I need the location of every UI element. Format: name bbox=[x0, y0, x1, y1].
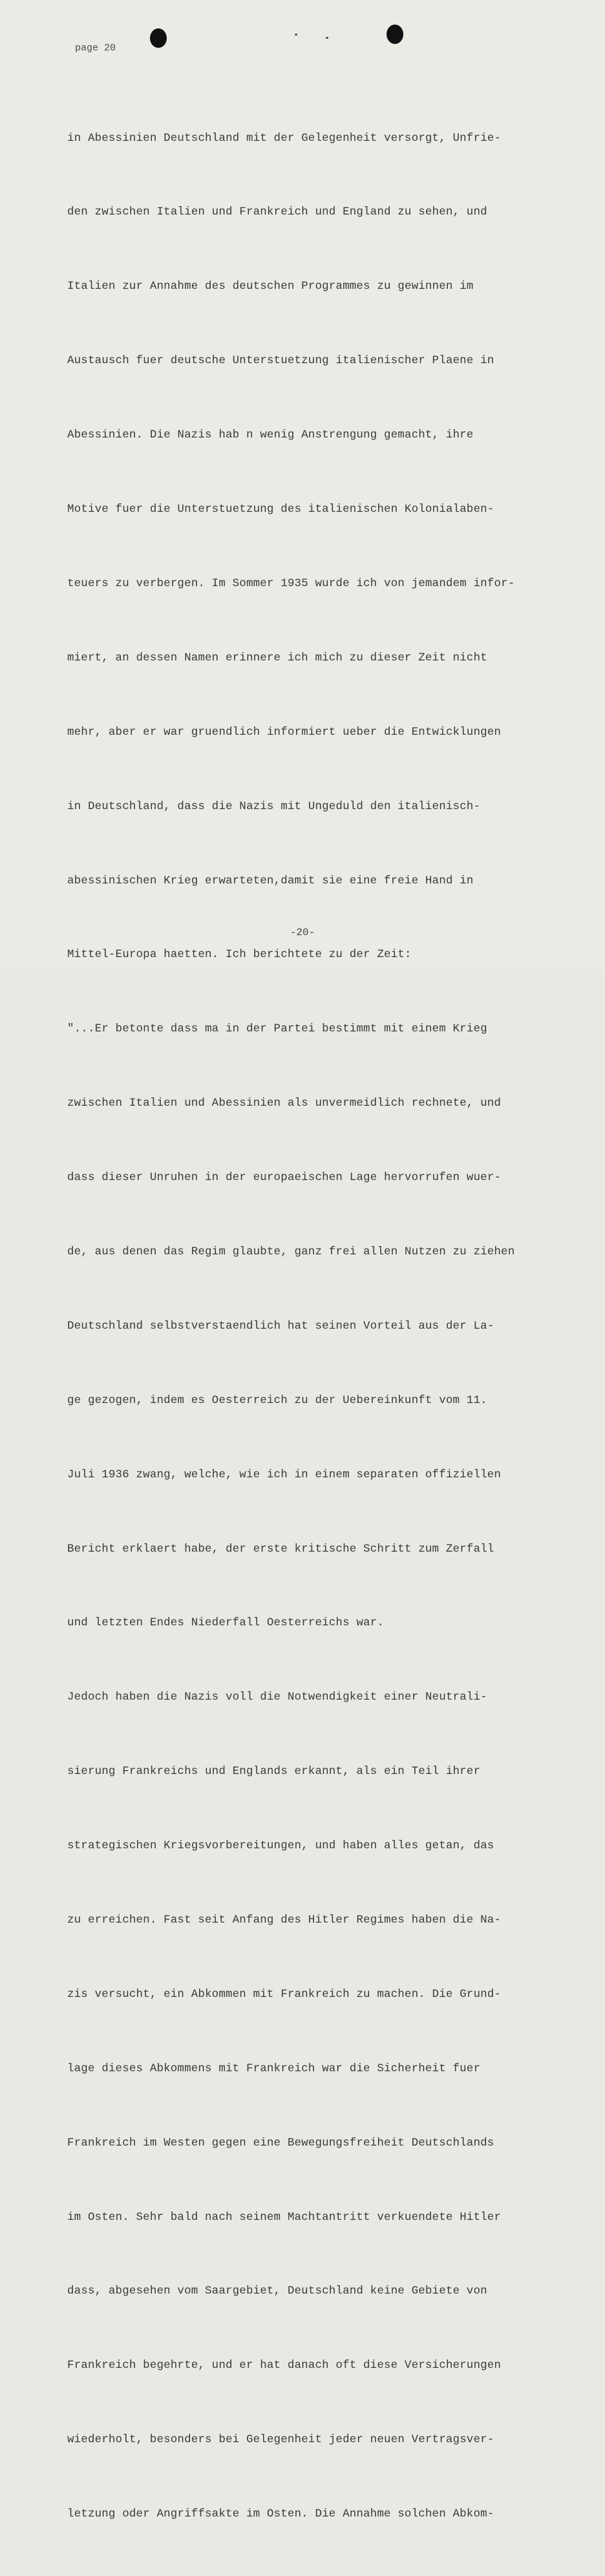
text-line: sierung Frankreichs und Englands erkannt, als ein Teil ihrer bbox=[67, 1765, 481, 1779]
text-line: Bericht erklaert habe, der erste kritische Schritt zum Zerfall bbox=[67, 1542, 494, 1556]
body-text bbox=[67, 76, 558, 2576]
text-line: Abessinien. Die Nazis hab n wenig Anstrengung gemacht, ihre bbox=[67, 428, 474, 442]
text-line: Deutschland selbstverstaendlich hat seinen Vorteil aus der La- bbox=[67, 1319, 494, 1333]
text-line: in Abessinien Deutschland mit der Gelegenheit versorgt, Unfrie- bbox=[67, 131, 502, 145]
text-line: zu erreichen. Fast seit Anfang des Hitler Regimes haben die Na- bbox=[67, 1913, 502, 1927]
text-line: im Osten. Sehr bald nach seinem Machtantritt verkuendete Hitler bbox=[67, 2210, 502, 2224]
text-line: Italien zur Annahme des deutschen Programmes zu gewinnen im bbox=[67, 280, 474, 293]
text-line: strategischen Kriegsvorbereitungen, und haben alles getan, das bbox=[67, 1839, 494, 1853]
text-line: Mittel-Europa haetten. Ich berichtete zu der Zeit: bbox=[67, 948, 412, 962]
text-line: ge gezogen, indem es Oesterreich zu der Uebereinkunft vom 11. bbox=[67, 1393, 487, 1407]
page-label: page 20 bbox=[75, 43, 116, 54]
text-line: miert, an dessen Namen erinnere ich mich zu dieser Zeit nicht bbox=[67, 651, 487, 664]
page-number: -20- bbox=[290, 927, 315, 938]
text-line: dass dieser Unruhen in der europaeischen Lage hervorrufen wuer- bbox=[67, 1171, 502, 1185]
punch-hole bbox=[387, 25, 403, 44]
text-line: in Deutschland, dass die Nazis mit Ungeduld den italienisch- bbox=[67, 799, 481, 813]
text-line: zwischen Italien und Abessinien als unvermeidlich rechnete, und bbox=[67, 1097, 502, 1110]
punch-hole bbox=[150, 28, 167, 48]
text-line: lage dieses Abkommens mit Frankreich war die Sicherheit fuer bbox=[67, 2062, 481, 2075]
text-line: und letzten Endes Niederfall Oesterreichs war. bbox=[67, 1616, 384, 1630]
text-line: Frankreich begehrte, und er hat danach oft diese Versicherungen bbox=[67, 2359, 502, 2372]
text-line: Jedoch haben die Nazis voll die Notwendigkeit einer Neutrali- bbox=[67, 1691, 487, 1704]
text-line: wiederholt, besonders bei Gelegenheit jeder neuen Vertragsver- bbox=[67, 2433, 494, 2447]
text-line: teuers zu verbergen. Im Sommer 1935 wurde ich von jemandem infor- bbox=[67, 576, 515, 590]
text-line: Austausch fuer deutsche Unterstuetzung italienischer Plaene in bbox=[67, 354, 494, 368]
text-line: den zwischen Italien und Frankreich und England zu sehen, und bbox=[67, 206, 487, 219]
text-line: Juli 1936 zwang, welche, wie ich in einem separaten offiziellen bbox=[67, 1468, 502, 1481]
text-line: de, aus denen das Regim glaubte, ganz frei allen Nutzen zu ziehen bbox=[67, 1245, 515, 1258]
ink-speck bbox=[295, 34, 297, 36]
text-line: Motive fuer die Unterstuetzung des italienischen Kolonialaben- bbox=[67, 503, 494, 516]
text-line: abessinischen Krieg erwarteten,damit sie eine freie Hand in bbox=[67, 874, 474, 887]
text-line: letzung oder Angriffsakte im Osten. Die Annahme solchen Abkom- bbox=[67, 2507, 494, 2521]
ink-speck bbox=[326, 37, 328, 39]
text-line: zis versucht, ein Abkommen mit Frankreich zu machen. Die Grund- bbox=[67, 1987, 502, 2001]
text-line: Frankreich im Westen gegen eine Bewegungsfreiheit Deutschlands bbox=[67, 2136, 494, 2149]
text-line: dass, abgesehen vom Saargebiet, Deutschland keine Gebiete von bbox=[67, 2285, 487, 2298]
text-line: "...Er betonte dass ma in der Partei bestimmt mit einem Krieg bbox=[67, 1022, 487, 1036]
text-line: mehr, aber er war gruendlich informiert ueber die Entwicklungen bbox=[67, 725, 502, 739]
